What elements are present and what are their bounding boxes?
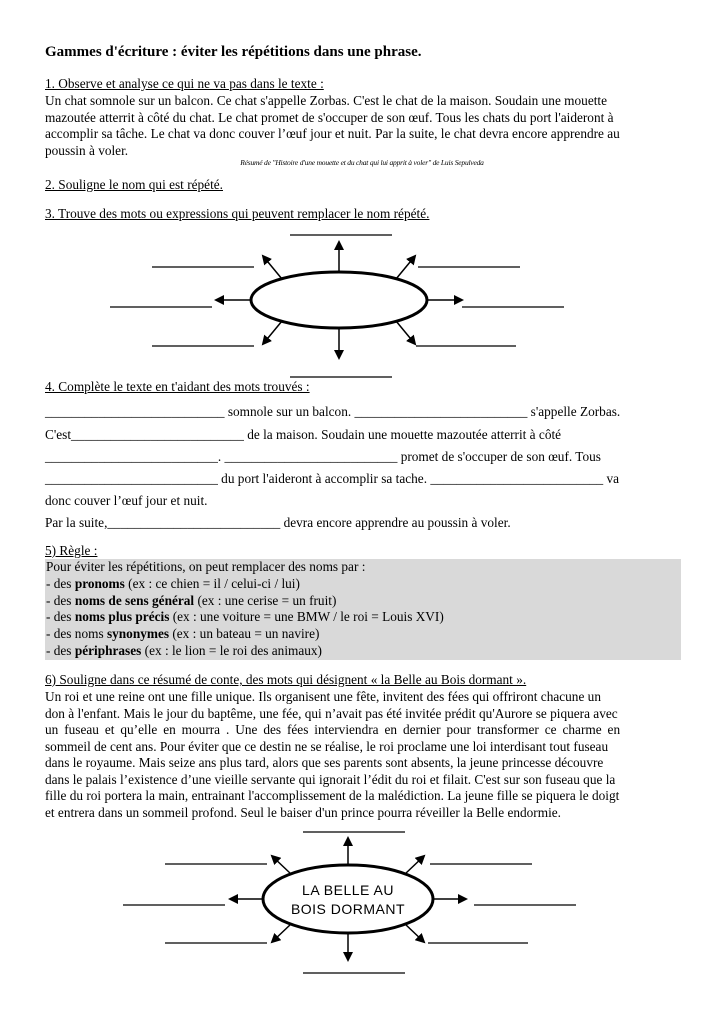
source-credit: Résumé de "Histoire d'une mouette et du chat qui lui apprit à voler" de Luis Sepulveda xyxy=(240,158,484,167)
section-2-heading: 2. Souligne le nom qui est répété. xyxy=(45,177,223,192)
rule-item: - des noms plus précis (ex : une voiture = une BMW / le roi = Louis XVI) xyxy=(46,609,444,625)
text-line: fille du roi portera la main, entrainant l'accomplissement de la malédiction. La jeune fille se piquera le doigt xyxy=(45,788,620,803)
fill-in-line[interactable]: Par la suite,__________________________ devra encore apprendre au poussin à voler. xyxy=(45,515,511,530)
fill-in-line[interactable]: __________________________ du port l'aideront à accomplir sa tache. __________________________ va xyxy=(45,471,620,486)
text-line: sommeil de cent ans. Pour éviter que ce destin ne se réalise, le roi proclame une loi interdisant tout fuseau xyxy=(45,738,609,754)
center-ellipse xyxy=(263,865,433,933)
text-line: Un chat somnole sur un balcon. Ce chat s'appelle Zorbas. C'est le chat de la maison. Soudain une mouette xyxy=(45,93,608,108)
rule-intro: Pour éviter les répétitions, on peut remplacer des noms par : xyxy=(46,559,366,574)
text-line: un fuseau et qu’elle en mourra . Une des fées interviendra en dernier pour transformer ce charme en xyxy=(45,722,621,737)
fill-in-line[interactable]: __________________________. __________________________ promet de s'occuper de son œuf. Tous xyxy=(45,449,601,464)
section-6-heading: 6) Souligne dans ce résumé de conte, des mots qui désignent « la Belle au Bois dormant ». xyxy=(45,672,527,687)
center-ellipse xyxy=(251,272,427,328)
rule-item: - des pronoms (ex : ce chien = il / celui-ci / lui) xyxy=(46,575,300,591)
fill-in-line: donc couver l’œuf jour et nuit. xyxy=(45,493,208,508)
fill-in-line[interactable]: C'est__________________________ de la maison. Soudain une mouette mazoutée atterrit à côté xyxy=(45,427,562,442)
text-line: dans le royaume. Mais seize ans plus tard, alors que ses parents sont absents, la jeune princesse découvre xyxy=(45,755,604,770)
section-1-heading: 1. Observe et analyse ce qui ne va pas dans le texte : xyxy=(45,76,324,91)
section-5-heading: 5) Règle : xyxy=(45,543,98,558)
section-4-heading: 4. Complète le texte en t'aidant des mots trouvés : xyxy=(45,379,310,394)
text-line: don à l'enfant. Mais le jour du baptême, une fée, qui n’avait pas été invitée prédit qu'Aurore se piquera avec xyxy=(45,705,618,721)
text-line: et entrera dans un sommeil profond. Seul le baiser d'un prince pourra réveiller la Belle endormie. xyxy=(45,804,561,820)
text-line: poussin à voler. xyxy=(45,142,129,158)
section-6-text xyxy=(45,689,681,821)
page-title: Gammes d'écriture : éviter les répétitions dans une phrase. xyxy=(45,44,422,60)
center-label-line-1: LA BELLE AU xyxy=(302,882,394,898)
rule-box xyxy=(45,559,681,660)
section-3-heading: 3. Trouve des mots ou expressions qui peuvent remplacer le nom répété. xyxy=(45,206,430,221)
text-line: accomplir sa tâche. Le chat va donc couver l’œuf jour et nuit. Par la suite, le chat devra encore apprendre au xyxy=(45,126,620,141)
text-line: dans le palais l’existence d’une vieille servante qui ignorait l’édit du roi et filait. C'est sur son fuseau que la xyxy=(45,771,616,787)
text-line: mazoutée atterrit à côté du chat. Le chat promet de s'occuper de son œuf. Tous les chats du port l'aideront à xyxy=(45,109,614,125)
rule-item: - des noms synonymes (ex : un bateau = un navire) xyxy=(46,626,320,642)
rule-item: - des périphrases (ex : le lion = le roi des animaux) xyxy=(46,642,322,658)
center-label-line-2: BOIS DORMANT xyxy=(290,901,406,917)
fill-in-line[interactable]: ___________________________ somnole sur un balcon. __________________________ s'appelle Zorbas. xyxy=(45,404,621,419)
text-line: Un roi et une reine ont une fille unique. Ils organisent une fête, invitent des fées qui offriront chacune un xyxy=(45,689,601,704)
rule-item: - des noms de sens général (ex : une cerise = un fruit) xyxy=(46,592,337,608)
